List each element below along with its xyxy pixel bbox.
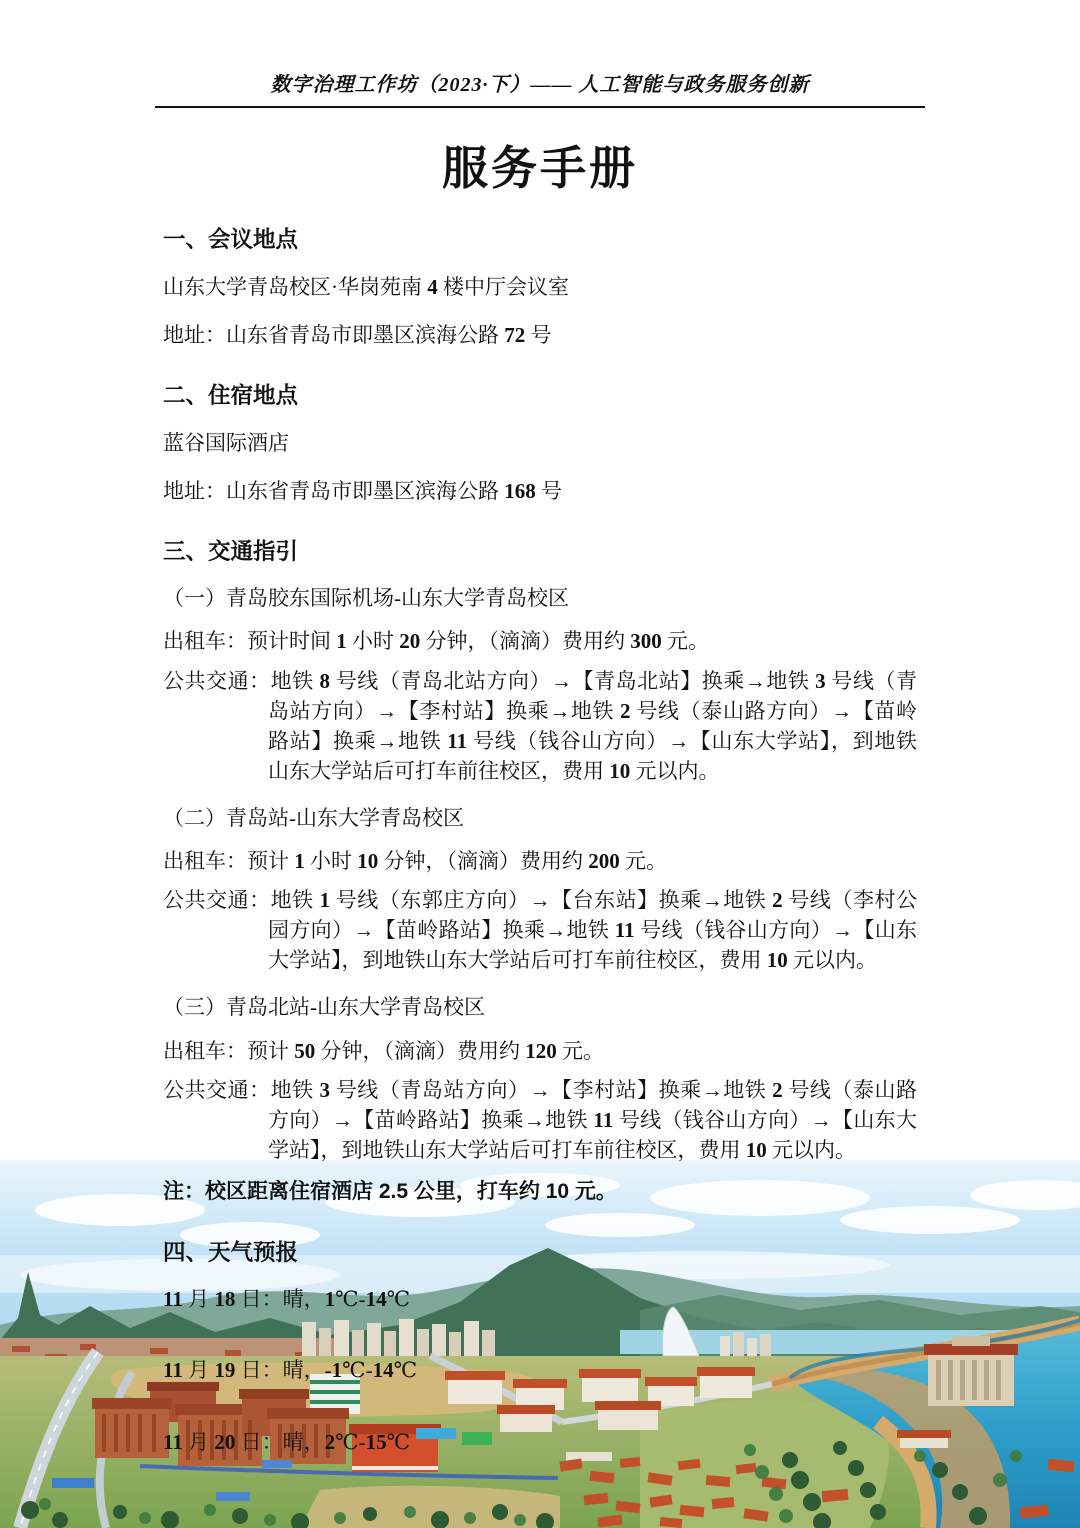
transport-note: 注：校区距离住宿酒店 2.5 公里，打车约 10 元。 [163,1180,617,1204]
meeting-address: 地址：山东省青岛市即墨区滨海公路 72 号 [163,323,552,348]
route-public-label: 公共交通： [163,888,271,913]
route-public-transport [163,885,917,975]
route-public-transport [163,666,917,786]
route-title: （三）青岛北站-山东大学青岛校区 [163,995,485,1020]
route-taxi: 出租车：预计 1 小时 10 分钟，（滴滴）费用约 200 元。 [163,848,667,873]
route-taxi: 出租车：预计 50 分钟，（滴滴）费用约 120 元。 [163,1038,604,1063]
route-public-label: 公共交通： [163,1078,271,1103]
route-public-text: 地铁 3 号线（青岛站方向）→【李村站】换乘→地铁 2 号线（泰山路方向）→【苗岭路站】换乘→地铁 11 号线（钱谷山方向）→【山东大学站】，到地铁山东大学站后可打车前往校区，费用 10 元以内。 [268,1078,918,1163]
page-header: 数字治理工作坊（2023·下）—— 人工智能与政务服务创新 [270,74,810,96]
weather-forecast-line: 11 月 19 日：晴，-1℃-14℃ [163,1358,418,1383]
section-heading-weather: 四、天气预报 [163,1239,299,1265]
route-public-text: 地铁 1 号线（东郭庄方向）→【台东站】换乘→地铁 2 号线（李村公园方向）→【苗岭路站】换乘→地铁 11 号线（钱谷山方向）→【山东大学站】，到地铁山东大学站后可打车前往校区，费用 10 元以内。 [268,888,918,973]
section-heading-hotel: 二、住宿地点 [163,382,299,408]
weather-forecast-line: 11 月 18 日：晴，1℃-14℃ [163,1286,411,1311]
route-public-text: 地铁 8 号线（青岛北站方向）→【青岛北站】换乘→地铁 3 号线（青岛站方向）→【李村站】换乘→地铁 2 号线（泰山路方向）→【苗岭路站】换乘→地铁 11 号线（钱谷山方向）→【山东大学站】，到地铁山东大学站后可打车前往校区，费用 10 元以内。 [268,668,918,783]
route-title: （二）青岛站-山东大学青岛校区 [163,805,464,830]
weather-forecast-line: 11 月 20 日：晴，2℃-15℃ [163,1429,411,1454]
route-taxi: 出租车：预计时间 1 小时 20 分钟，（滴滴）费用约 300 元。 [163,629,709,654]
hotel-address: 地址：山东省青岛市即墨区滨海公路 168 号 [163,479,562,504]
section-heading-meeting: 一、会议地点 [163,226,299,252]
hotel-name: 蓝谷国际酒店 [163,430,289,455]
section-heading-transport: 三、交通指引 [163,538,299,564]
route-public-label: 公共交通： [163,668,271,693]
page-title: 服务手册 [442,142,638,194]
meeting-venue: 山东大学青岛校区·华岗苑南 4 楼中厅会议室 [163,274,569,299]
route-title: （一）青岛胶东国际机场-山东大学青岛校区 [163,585,569,610]
route-public-transport [163,1075,917,1165]
header-rule [155,106,925,108]
